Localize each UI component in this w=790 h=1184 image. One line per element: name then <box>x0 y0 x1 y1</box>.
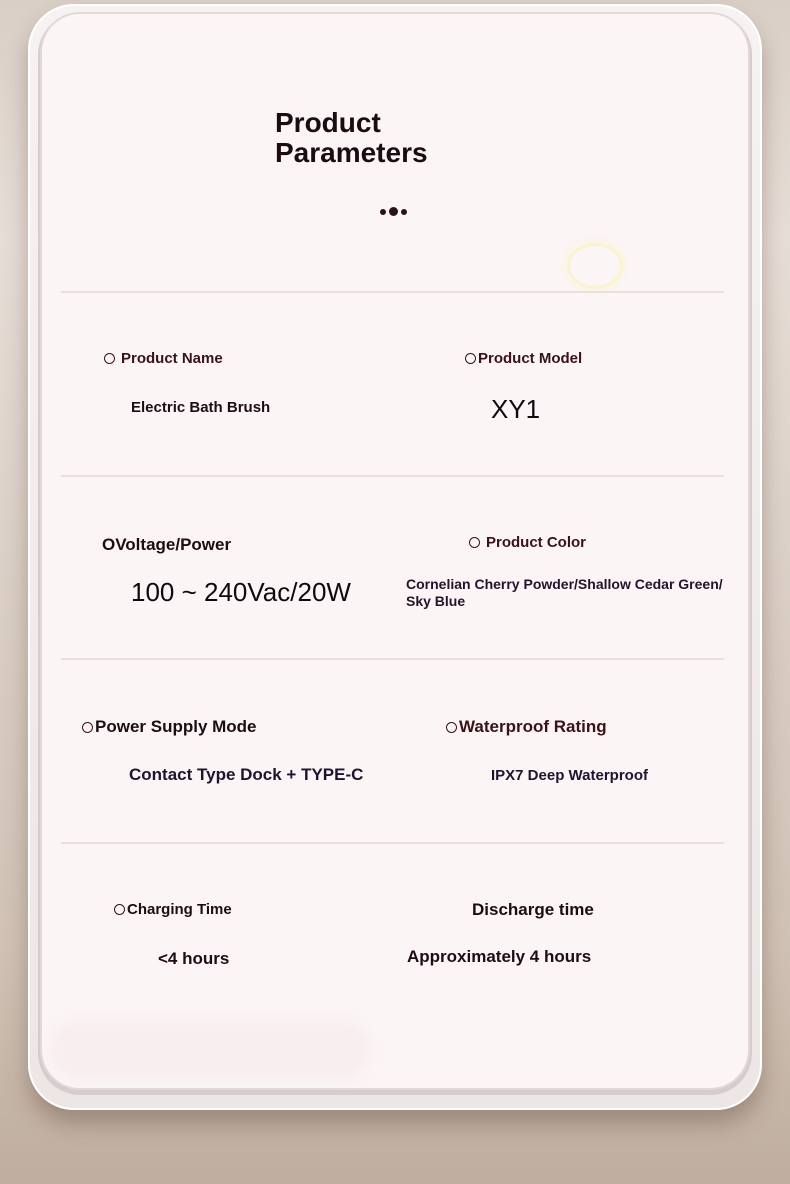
power-supply-mode-value: Contact Type Dock + TYPE-C <box>129 765 364 784</box>
dot-icon <box>401 209 407 215</box>
circle-bullet-icon <box>114 904 125 915</box>
glow-ring-icon <box>567 243 623 289</box>
product-name-label <box>104 350 223 367</box>
divider <box>61 291 724 293</box>
waterproof-rating-label <box>446 717 607 737</box>
circle-bullet-icon <box>446 722 457 733</box>
product-name-label-text: Product Name <box>121 350 223 367</box>
product-color-value: Cornelian Cherry Powder/Shallow Cedar Green/ Sky Blue <box>406 576 723 609</box>
circle-bullet-icon <box>104 353 115 364</box>
charging-time-value: <4 hours <box>158 949 230 968</box>
charging-time-label-text: Charging Time <box>127 901 232 918</box>
circle-bullet-icon <box>469 537 480 548</box>
discharge-time-value: Approximately 4 hours <box>407 947 592 966</box>
product-color-label-text: Product Color <box>486 534 586 551</box>
divider <box>61 475 724 477</box>
discharge-time-label-text: Discharge time <box>472 900 594 919</box>
dot-icon <box>380 209 386 215</box>
product-color-label <box>469 534 586 551</box>
discharge-time-label <box>472 900 594 920</box>
voltage-power-label <box>102 535 231 555</box>
divider <box>61 842 724 844</box>
voltage-power-value: 100 ~ 240Vac/20W <box>131 577 351 607</box>
product-model-label-text: Product Model <box>478 350 583 367</box>
product-model-value: XY1 <box>491 394 541 424</box>
power-supply-mode-label <box>82 717 257 737</box>
circle-bullet-icon <box>465 353 476 364</box>
product-name-value: Electric Bath Brush <box>131 399 271 416</box>
page-title: Product Parameters <box>275 107 428 168</box>
background-haze <box>50 1020 370 1080</box>
divider <box>61 658 724 660</box>
charging-time-label <box>114 901 232 918</box>
waterproof-rating-label-text: Waterproof Rating <box>459 717 607 736</box>
circle-bullet-icon <box>82 722 93 733</box>
product-model-label <box>465 350 582 367</box>
dot-active-icon <box>389 207 398 216</box>
voltage-power-label-text: OVoltage/Power <box>102 535 232 554</box>
power-supply-mode-label-text: Power Supply Mode <box>95 717 257 736</box>
waterproof-rating-value: IPX7 Deep Waterproof <box>491 767 648 784</box>
pagination-dots <box>380 207 407 216</box>
